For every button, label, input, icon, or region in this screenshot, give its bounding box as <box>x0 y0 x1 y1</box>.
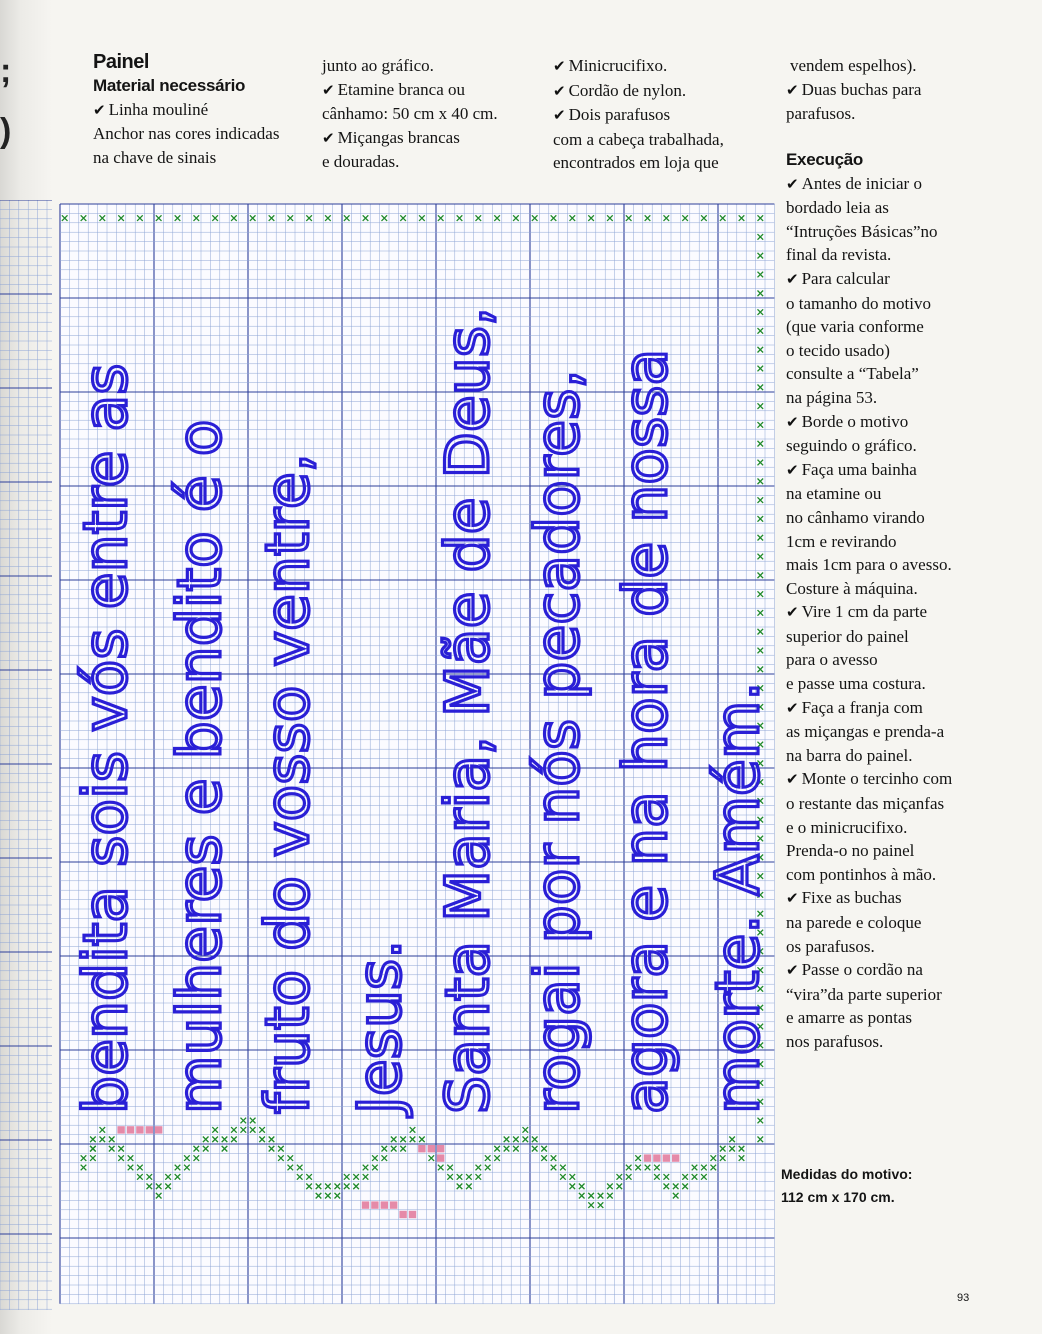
material-line: cânhamo: 50 cm x 40 cm. <box>322 104 498 124</box>
execucao-heading: Execução <box>786 150 863 169</box>
material-line: ✔ Miçangas brancas <box>322 127 460 147</box>
chart-lettering-line: Jesus. <box>345 939 415 1114</box>
execucao-line: ✔ Borde o motivo <box>786 411 909 431</box>
page-number: 93 <box>957 1292 970 1304</box>
execucao-line: final da revista. <box>786 245 892 265</box>
material-line: e douradas. <box>322 152 400 172</box>
execucao-line: ✔ Passe o cordão na <box>786 960 923 980</box>
execucao-line: ✔ Para calcular <box>786 268 890 288</box>
execucao-line: “vira”da parte superior <box>786 984 942 1004</box>
checkmark-icon: ✔ <box>322 128 335 147</box>
execucao-line: e o minicrucifixo. <box>786 817 908 837</box>
checkmark-icon: ✔ <box>553 57 566 75</box>
execucao-line: os parafusos. <box>786 936 875 956</box>
checkmark-icon: ✔ <box>786 269 799 288</box>
execucao-line: ✔ Monte o tercinho com <box>786 769 953 789</box>
checkmark-icon: ✔ <box>786 174 799 193</box>
execucao-line: na etamine ou <box>786 484 882 504</box>
chart-lettering-line: agora e na hora de nossa <box>611 348 681 1114</box>
checkmark-icon: ✔ <box>322 80 335 99</box>
checkmark-icon: ✔ <box>786 412 799 431</box>
chart-lettering-line: rogai por nós pecadores, <box>523 369 593 1114</box>
execucao-line: seguindo o gráfico. <box>786 436 917 456</box>
execucao-line: o tamanho do motivo <box>786 293 931 313</box>
pink-stitch <box>437 1145 444 1152</box>
material-line: ✔ Minicrucifixo. <box>553 56 668 75</box>
pink-stitch <box>362 1201 369 1208</box>
pink-stitch <box>418 1145 425 1152</box>
material-line: Anchor nas cores indicadas <box>93 124 280 144</box>
execucao-line: as miçangas e prenda-a <box>786 722 945 742</box>
execucao-line: na barra do painel. <box>786 745 913 765</box>
checkmark-icon: ✔ <box>786 603 799 622</box>
checkmark-icon: ✔ <box>786 889 799 908</box>
adjacent-page-chart-edge <box>0 200 52 1310</box>
chart-lettering-line: morte. Amém. <box>703 681 773 1114</box>
checkmark-icon: ✔ <box>786 961 799 980</box>
material-line: encontrados em loja que <box>553 153 719 173</box>
execucao-line: ✔ Antes de iniciar o <box>786 173 922 193</box>
execucao-line: para o avesso <box>786 650 878 670</box>
pink-stitch <box>127 1126 134 1133</box>
pink-stitch <box>390 1201 397 1208</box>
execucao-line: Prenda-o no painel <box>786 841 915 861</box>
chart-lettering-line: bendita sois vós entre as <box>71 363 141 1114</box>
pink-stitch <box>146 1126 153 1133</box>
material-line: ✔ Etamine branca ou <box>322 79 466 99</box>
checkmark-icon: ✔ <box>786 698 799 717</box>
pink-stitch <box>399 1211 406 1218</box>
pink-stitch <box>409 1211 416 1218</box>
execucao-line: o restante das miçanfas <box>786 794 945 814</box>
execucao-line: “Intruções Básicas”no <box>786 221 938 241</box>
material-line: vendem espelhos). <box>790 56 917 75</box>
pink-stitch <box>428 1145 435 1152</box>
execucao-line: ✔ Faça uma bainha <box>786 459 917 479</box>
execucao-line: bordado leia as <box>786 198 889 218</box>
pink-stitch <box>437 1154 444 1161</box>
dimensions-label: Medidas do motivo: <box>781 1166 913 1182</box>
execucao-line: e amarre as pontas <box>786 1008 913 1028</box>
checkmark-icon: ✔ <box>786 80 799 99</box>
execucao-line: na página 53. <box>786 387 878 407</box>
material-line: parafusos. <box>786 104 856 124</box>
chart-lettering-line: fruto do vosso ventre, <box>253 453 323 1114</box>
material-line: com a cabeça trabalhada, <box>553 129 724 149</box>
execucao-column <box>786 148 952 1054</box>
pink-stitch <box>644 1154 651 1161</box>
execucao-line: no cânhamo virando <box>786 507 925 527</box>
execucao-line: o tecido usado) <box>786 340 890 360</box>
pink-stitch <box>117 1126 124 1133</box>
material-line: na chave de sinais <box>93 147 217 167</box>
pink-stitch <box>653 1154 660 1161</box>
checkmark-icon: ✔ <box>786 770 799 789</box>
execucao-line: Costure à máquina. <box>786 578 918 598</box>
chart-lettering-line: Santa Maria, Mãe de Deus, <box>433 306 503 1114</box>
checkmark-icon: ✔ <box>93 100 106 119</box>
spine-mark-paren: ) <box>0 112 12 150</box>
cross-stitch-chart <box>52 196 777 1306</box>
material-line: ✔ Duas buchas para <box>786 79 922 99</box>
material-line: ✔ Cordão de nylon. <box>553 80 687 100</box>
checkmark-icon: ✔ <box>553 81 566 100</box>
material-column-4 <box>786 54 921 126</box>
execucao-line: 1cm e revirando <box>786 531 897 551</box>
execucao-line: consulte a “Tabela” <box>786 364 919 384</box>
material-line: ✔ Dois parafusos <box>553 105 671 125</box>
material-line: ✔ Linha mouliné <box>93 99 209 119</box>
material-column-3 <box>553 54 724 175</box>
pink-stitch <box>381 1201 388 1208</box>
pink-stitch <box>136 1126 143 1133</box>
chart-lettering-line: mulheres e bendito é o <box>165 419 235 1114</box>
spine-mark-semicolon: ; <box>0 52 12 90</box>
execucao-line: na parede e coloque <box>786 913 922 932</box>
material-heading: Material necessário <box>93 76 246 95</box>
pink-stitch <box>371 1201 378 1208</box>
execucao-line: superior do painel <box>786 626 909 646</box>
checkmark-icon: ✔ <box>786 460 799 479</box>
execucao-line: (que varia conforme <box>786 317 924 337</box>
pink-stitch <box>663 1154 670 1161</box>
article-title: Painel <box>93 51 149 73</box>
dimensions-value: 112 cm x 170 cm. <box>781 1189 895 1205</box>
execucao-line: ✔ Fixe as buchas <box>786 888 902 908</box>
pink-stitch <box>155 1126 162 1133</box>
material-column-1 <box>93 50 279 169</box>
execucao-line: nos parafusos. <box>786 1031 884 1051</box>
execucao-line: ✔ Vire 1 cm da parte <box>786 602 928 622</box>
execucao-line: com pontinhos à mão. <box>786 864 937 884</box>
checkmark-icon: ✔ <box>553 106 566 125</box>
motif-dimensions <box>781 1163 912 1209</box>
execucao-line: mais 1cm para o avesso. <box>786 555 952 575</box>
pink-stitch <box>672 1154 679 1161</box>
execucao-line: ✔ Faça a franja com <box>786 697 923 717</box>
execucao-line: e passe uma costura. <box>786 674 926 694</box>
material-line: junto ao gráfico. <box>322 56 434 75</box>
material-column-2 <box>322 54 498 174</box>
